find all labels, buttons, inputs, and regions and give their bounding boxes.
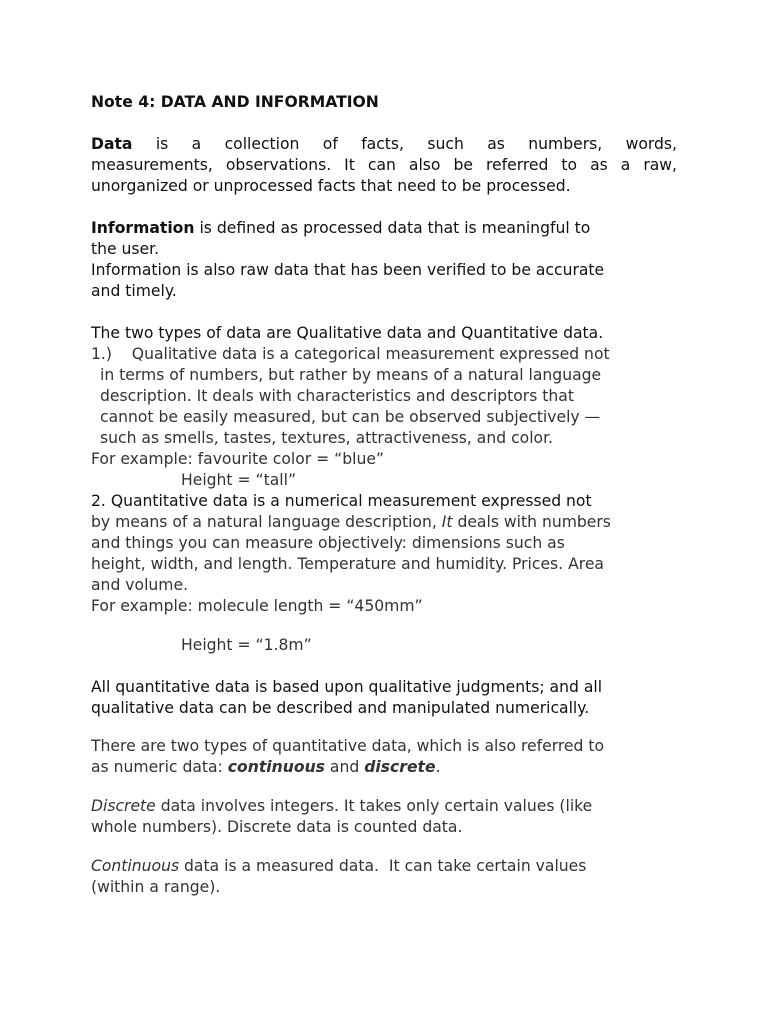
judgment-line: qualitative data can be described and manipulated numerically. (91, 699, 590, 717)
quantitative-item-line: 2. Quantitative data is a numerical measurement expressed not (91, 492, 592, 510)
spacer (91, 197, 677, 218)
data-term: Data (91, 135, 133, 153)
note-title: Note 4: DATA AND INFORMATION (91, 93, 379, 111)
quantitative-types-line (91, 757, 677, 778)
qualitative-item-line: such as smells, tastes, textures, attractiveness, and color. (100, 429, 554, 447)
quantitative-types-text: and (324, 758, 365, 776)
qualitative-item-line: in terms of numbers, but rather by means of a natural language (100, 366, 602, 384)
quantitative-text: by means of a natural language description, (91, 513, 442, 531)
discrete-term: discrete (364, 758, 436, 776)
continuous-definition-text: data is a measured data. It can take certain values (179, 857, 587, 875)
data-definition-line (91, 134, 677, 155)
discrete-definition-text: data involves integers. It takes only certain values (like (155, 797, 593, 815)
qualitative-item-line: 1.) Qualitative data is a categorical measurement expressed not (91, 345, 610, 363)
continuous-definition (91, 856, 677, 898)
qualitative-example: Height = “tall” (181, 471, 297, 489)
data-definition-line: unorganized or unprocessed facts that need to be processed. (91, 177, 571, 195)
quantitative-italic-text: It (441, 513, 453, 531)
information-definition-line: and timely. (91, 282, 177, 300)
data-definition-text: is a collection of facts, such as numbers, words, (132, 135, 677, 153)
information-definition-line: the user. (91, 240, 160, 258)
quantitative-item-line: and volume. (91, 576, 189, 594)
document-page (91, 92, 677, 898)
information-term: Information (91, 219, 195, 237)
continuous-definition-term: Continuous (91, 857, 180, 875)
discrete-definition-term: Discrete (91, 797, 156, 815)
quantitative-types-line: There are two types of quantitative data, which is also referred to (91, 737, 605, 755)
discrete-definition-line: whole numbers). Discrete data is counted data. (91, 818, 463, 836)
data-types-section (91, 323, 677, 656)
judgment-paragraph (91, 677, 677, 719)
quantitative-item-line: height, width, and length. Temperature and humidity. Prices. Area (91, 555, 604, 573)
data-definition (91, 134, 677, 197)
information-definition-text: is defined as processed data that is meaningful to (194, 219, 591, 237)
quantitative-types-text: as numeric data: (91, 758, 228, 776)
data-types-intro: The two types of data are Qualitative data and Quantitative data. (91, 324, 604, 342)
continuous-definition-line: (within a range). (91, 878, 221, 896)
spacer (91, 719, 677, 736)
spacer (91, 838, 677, 856)
qualitative-example: For example: favourite color = “blue” (91, 450, 384, 468)
continuous-term: continuous (227, 758, 325, 776)
quantitative-example: For example: molecule length = “450mm” (91, 597, 423, 615)
continuous-definition-line (91, 856, 677, 877)
quantitative-types-text: . (435, 758, 441, 776)
quantitative-item-line: and things you can measure objectively: dimensions such as (91, 534, 565, 552)
quantitative-types-paragraph (91, 736, 677, 778)
information-definition-line: Information is also raw data that has been verified to be accurate (91, 261, 605, 279)
discrete-definition-line (91, 796, 677, 817)
quantitative-example: Height = “1.8m” (181, 636, 312, 654)
qualitative-item-line: cannot be easily measured, but can be observed subjectively — (100, 408, 601, 426)
spacer (91, 617, 677, 635)
information-definition-line (91, 218, 677, 239)
quantitative-text: deals with numbers (452, 513, 611, 531)
quantitative-item-line (91, 512, 677, 533)
qualitative-item-line: description. It deals with characteristics and descriptors that (100, 387, 574, 405)
judgment-line: All quantitative data is based upon qualitative judgments; and all (91, 678, 603, 696)
spacer (91, 778, 677, 796)
spacer (91, 302, 677, 323)
discrete-definition (91, 796, 677, 838)
spacer (91, 113, 677, 134)
spacer (91, 656, 677, 677)
information-definition (91, 218, 677, 302)
data-definition-line: measurements, observations. It can also be referred to as a raw, (91, 156, 677, 174)
